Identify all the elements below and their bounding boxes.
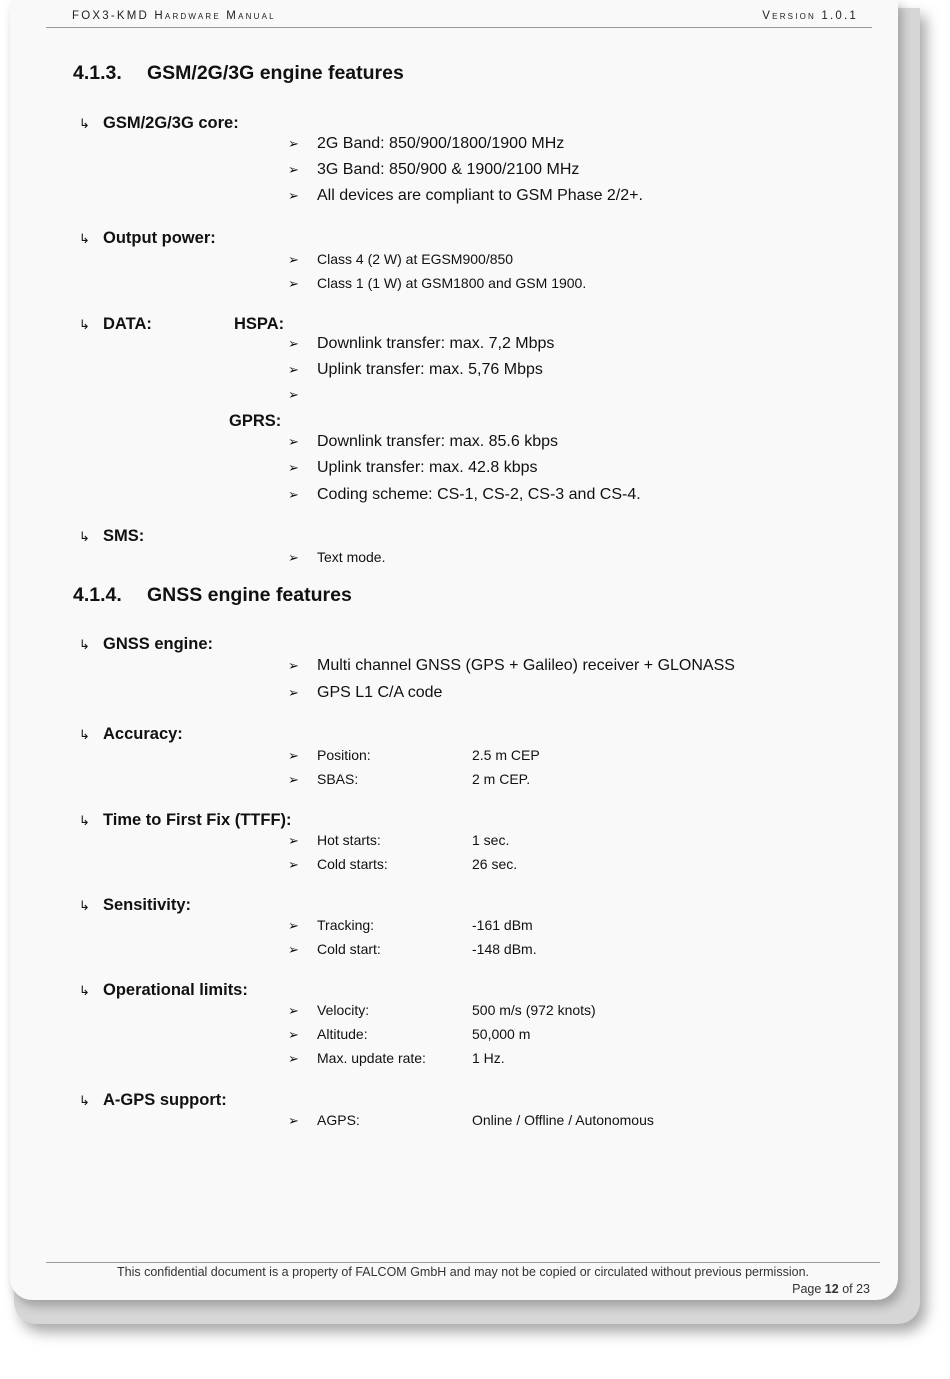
label-text: GNSS engine: [103,635,214,653]
item-text: 2G Band: 850/900/1800/1900 MHz [317,135,565,152]
item-key: Cold start: [317,941,381,957]
list-item-value: Online / Offline / Autonomous [472,1112,654,1128]
label-text: Accuracy: [103,725,183,743]
list-item [288,549,385,566]
list-item-key [288,856,388,873]
label-text: Operational limits: [103,981,248,999]
page-prefix: Page [792,1282,822,1296]
item-key: Cold starts: [317,856,388,872]
footer-divider [46,1262,880,1263]
arrowhead-bullet-icon: ➢ [288,136,299,151]
section-number: 4.1.3. [73,62,122,84]
list-item-key [288,1026,368,1043]
arrowhead-bullet-icon: ➢ [288,685,299,700]
list-item-value: 2 m CEP. [472,771,531,787]
list-item-value: 50,000 m [472,1026,531,1042]
label-data [79,315,152,334]
label-accuracy [79,725,183,744]
list-item [288,251,513,268]
list-item [288,361,543,379]
list-item-value: 500 m/s (972 knots) [472,1002,596,1018]
list-item [288,135,564,153]
list-item-key [288,1002,369,1019]
list-item [288,433,558,451]
arrowhead-bullet-icon: ➢ [288,833,299,848]
arrowhead-bullet-icon: ➢ [288,460,299,475]
item-key: Hot starts: [317,832,381,848]
arrowhead-bullet-icon: ➢ [288,162,299,177]
list-item-value: 1 Hz. [472,1050,505,1066]
arrowhead-bullet-icon: ➢ [288,434,299,449]
list-item-key [288,832,381,849]
item-text: Uplink transfer: max. 5,76 Mbps [317,361,543,378]
arrow-down-right-icon: ↳ [79,813,90,828]
section-heading-4-1-4 [73,584,352,607]
arrowhead-bullet-icon: ➢ [288,772,299,787]
arrowhead-bullet-icon: ➢ [288,1113,299,1128]
list-item-value: -161 dBm [472,917,533,933]
list-item-value: 1 sec. [472,832,510,848]
arrow-down-right-icon: ↳ [79,983,90,998]
item-text: Downlink transfer: max. 85.6 kbps [317,433,558,450]
list-item [288,161,579,179]
arrowhead-bullet-icon: ➢ [288,188,299,203]
arrowhead-bullet-icon: ➢ [288,918,299,933]
footer-notice: This confidential document is a property of FALCOM GmbH and may not be copied or circulated without previous permission. [117,1265,809,1279]
arrowhead-bullet-icon: ➢ [288,942,299,957]
list-item [288,187,643,205]
label-sms [79,527,144,546]
label-sensitivity [79,896,191,915]
arrow-down-right-icon: ↳ [79,317,90,332]
section-title: GNSS engine features [147,584,352,606]
list-item-key [288,747,371,764]
item-text: Class 1 (1 W) at GSM1800 and GSM 1900. [317,275,587,291]
item-text: GPS L1 C/A code [317,684,443,701]
arrowhead-bullet-icon: ➢ [288,487,299,502]
list-item-key [288,1112,360,1129]
arrow-down-right-icon: ↳ [79,637,90,652]
label-gnss-engine [79,635,213,654]
item-key: Velocity: [317,1002,370,1018]
item-text: Class 4 (2 W) at EGSM900/850 [317,251,514,267]
list-item [288,386,317,404]
label-text: SMS: [103,527,145,545]
list-item-key [288,771,358,788]
item-key: AGPS: [317,1112,360,1128]
label-text: DATA: [103,315,152,333]
label-agps-support [79,1091,227,1110]
arrowhead-bullet-icon: ➢ [288,1027,299,1042]
list-item [288,684,442,702]
label-text: Sensitivity: [103,896,192,914]
item-key: Max. update rate: [317,1050,426,1066]
label-text: Output power: [103,229,216,247]
arrowhead-bullet-icon: ➢ [288,857,299,872]
list-item-value: 26 sec. [472,856,518,872]
list-item [288,657,735,675]
list-item [288,486,641,504]
list-item [288,335,554,353]
label-hspa: HSPA: [234,315,285,333]
list-item-key [288,1050,426,1067]
list-item [288,459,538,477]
item-key: Position: [317,747,371,763]
item-text: Coding scheme: CS-1, CS-2, CS-3 and CS-4. [317,486,641,503]
page-total: of 23 [842,1282,870,1296]
arrowhead-bullet-icon: ➢ [288,252,299,267]
label-text: Time to First Fix (TTFF): [103,811,292,829]
item-text: Multi channel GNSS (GPS + Galileo) receiver + GLONASS [317,657,735,674]
label-gprs: GPRS: [229,412,282,430]
list-item-key [288,941,381,958]
item-text: Uplink transfer: max. 42.8 kbps [317,459,538,476]
list-item-value: -148 dBm. [472,941,537,957]
arrow-down-right-icon: ↳ [79,231,90,246]
label-gsm-core [79,114,239,133]
list-item-value: 2.5 m CEP [472,747,540,763]
arrow-down-right-icon: ↳ [79,529,90,544]
item-text: Text mode. [317,549,386,565]
arrowhead-bullet-icon: ➢ [288,336,299,351]
page-number [792,1282,870,1296]
arrow-down-right-icon: ↳ [79,727,90,742]
item-text: Downlink transfer: max. 7,2 Mbps [317,335,555,352]
label-text: GSM/2G/3G core: [103,114,239,132]
label-text: A-GPS support: [103,1091,227,1109]
arrowhead-bullet-icon: ➢ [288,276,299,291]
arrowhead-bullet-icon: ➢ [288,1003,299,1018]
arrowhead-bullet-icon: ➢ [288,658,299,673]
item-key: Tracking: [317,917,375,933]
label-ttff [79,811,292,830]
list-item [288,275,586,292]
arrow-down-right-icon: ↳ [79,116,90,131]
header-version: Version 1.0.1 [762,10,858,22]
arrow-down-right-icon: ↳ [79,1093,90,1108]
page-current: 12 [824,1282,839,1296]
section-number: 4.1.4. [73,584,122,606]
arrowhead-bullet-icon: ➢ [288,550,299,565]
list-item-key [288,917,374,934]
item-text: All devices are compliant to GSM Phase 2/2+. [317,187,643,204]
header-title: FOX3-KMD Hardware Manual [72,10,276,22]
section-title: GSM/2G/3G engine features [147,62,404,84]
section-heading-4-1-3 [73,62,404,85]
arrow-down-right-icon: ↳ [79,898,90,913]
arrowhead-bullet-icon: ➢ [288,387,299,402]
item-key: SBAS: [317,771,359,787]
label-operational-limits [79,981,248,1000]
item-key: Altitude: [317,1026,368,1042]
header-divider [46,27,872,28]
item-text: 3G Band: 850/900 & 1900/2100 MHz [317,161,580,178]
arrowhead-bullet-icon: ➢ [288,362,299,377]
arrowhead-bullet-icon: ➢ [288,748,299,763]
label-output-power [79,229,216,248]
arrowhead-bullet-icon: ➢ [288,1051,299,1066]
